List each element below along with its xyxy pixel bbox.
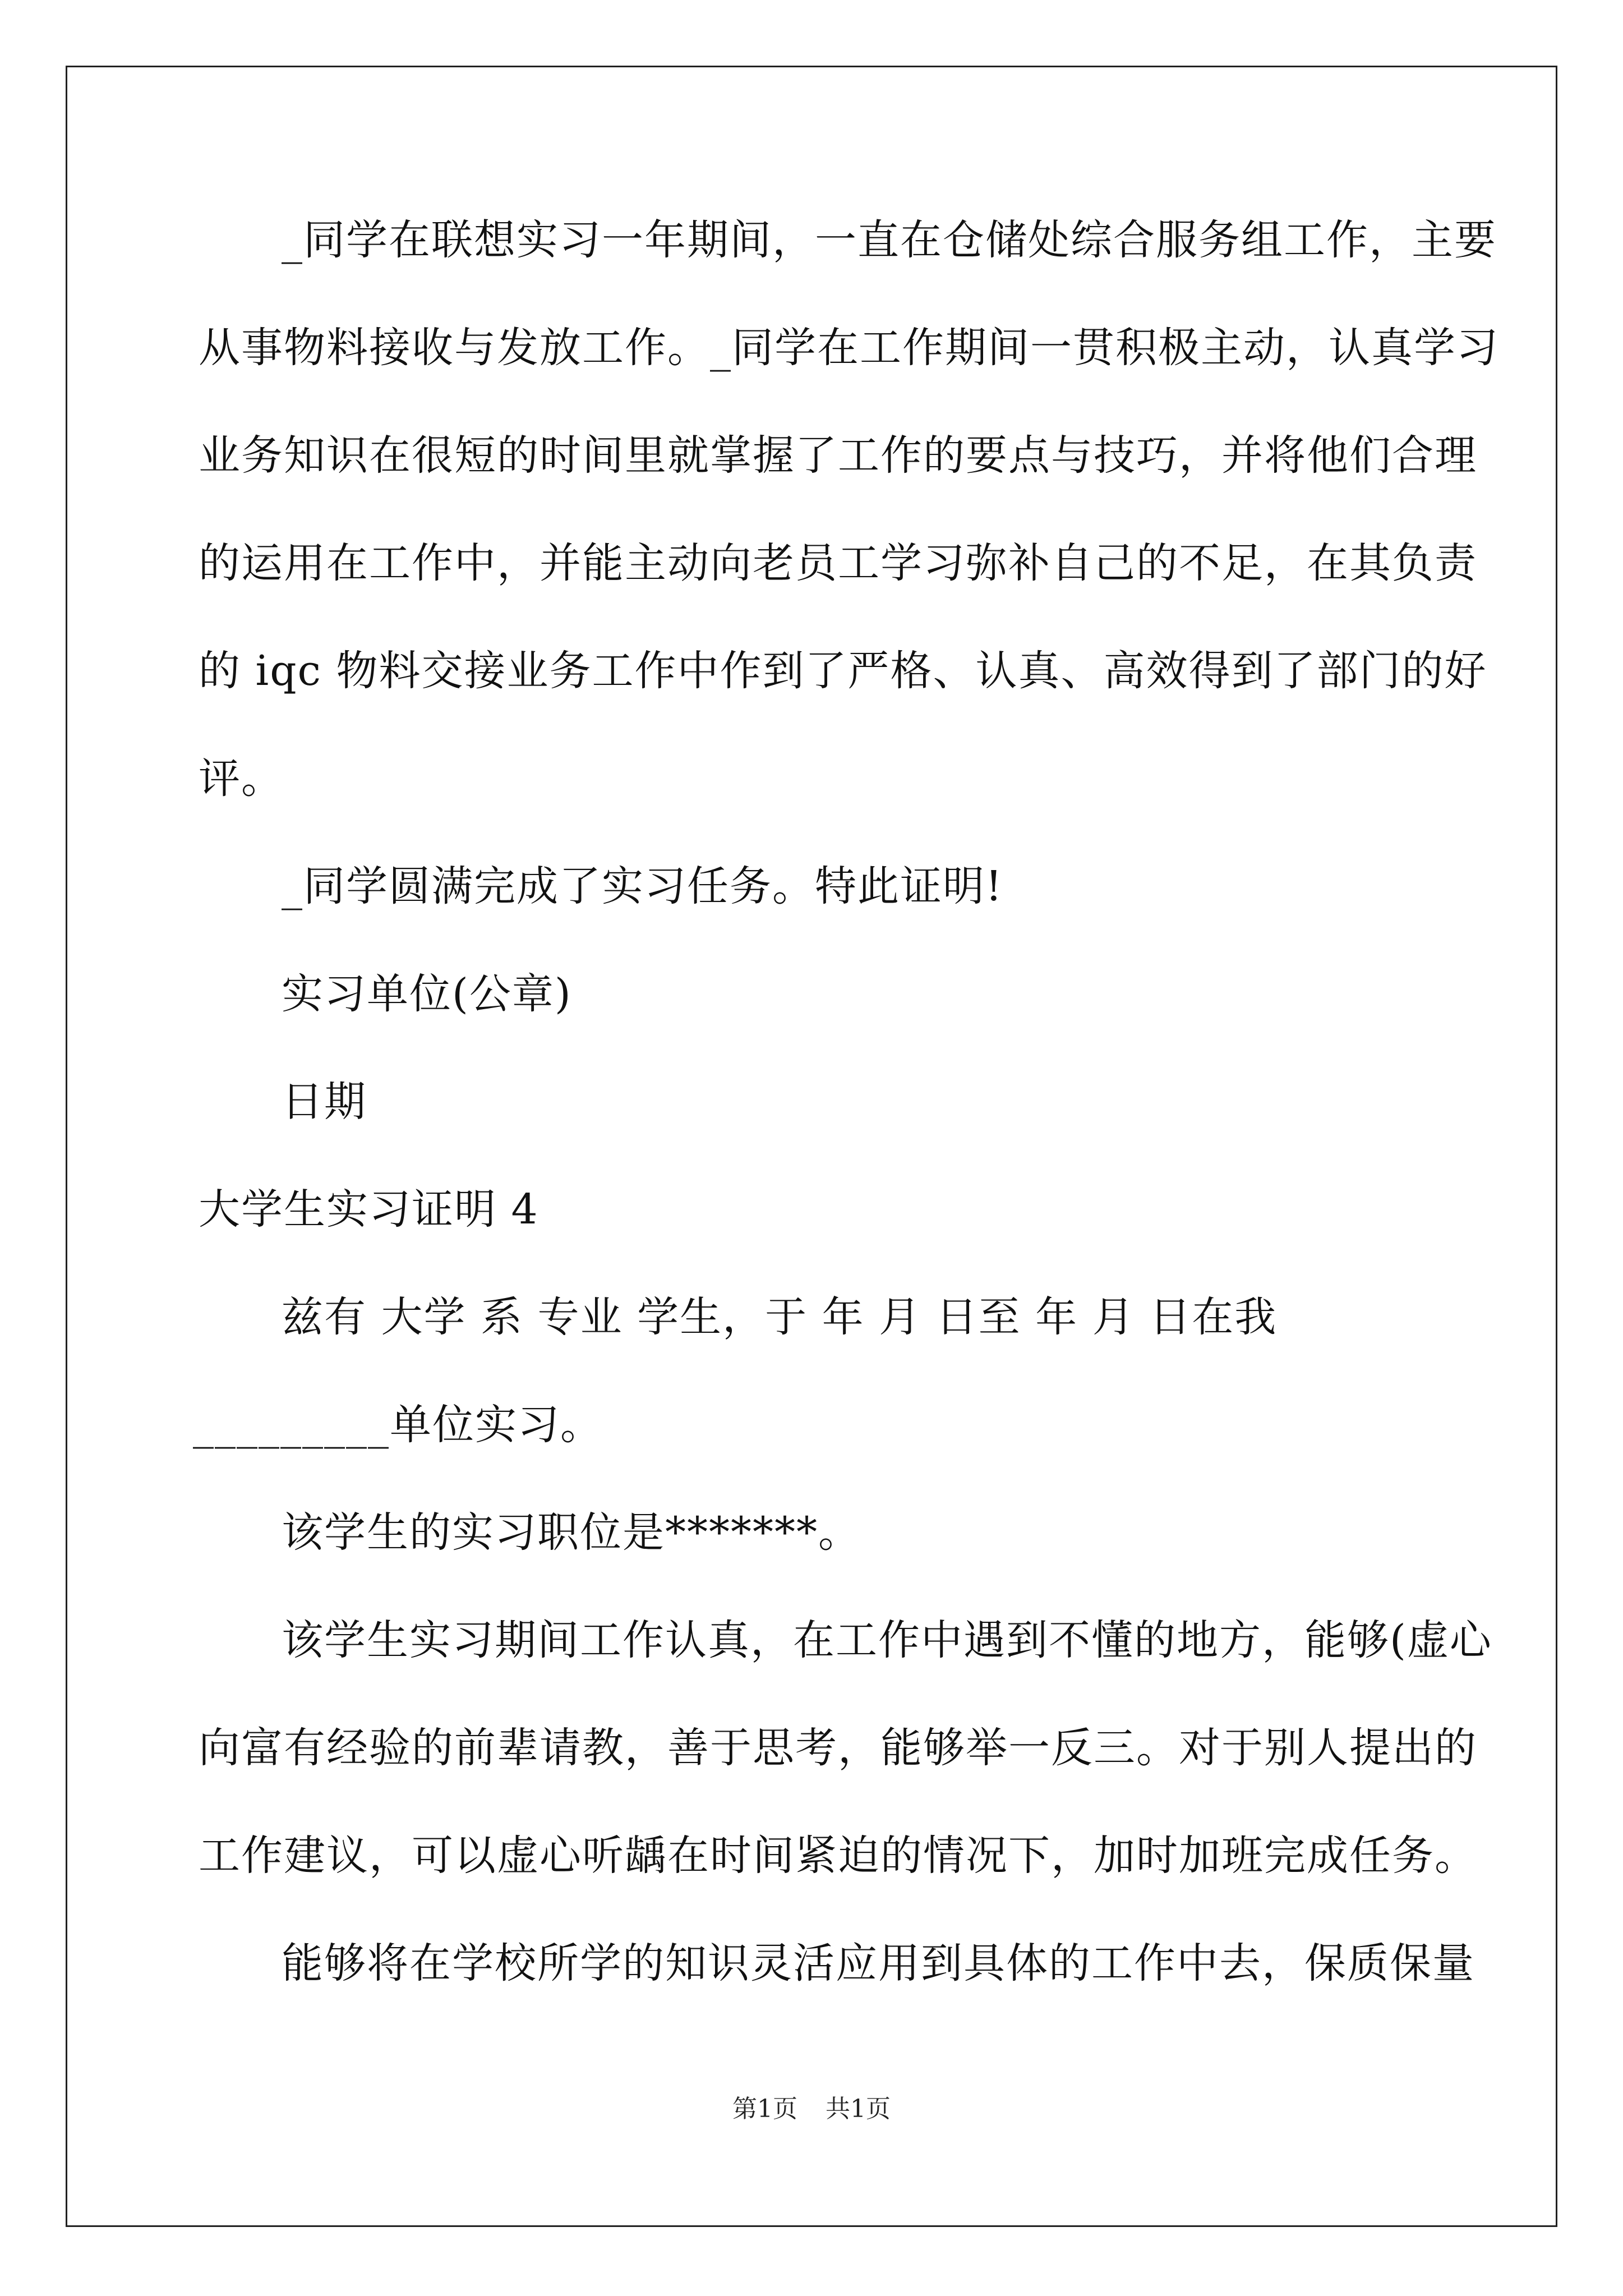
paragraph-line: 工作建议，可以虚心听龋在时间紧迫的情况下，加时加班完成任务。 [199, 1832, 1477, 1880]
paragraph-line: _同学在联想实习一年期间，一直在仓储处综合服务组工作，主要 [282, 216, 1497, 264]
paragraph-line: 兹有 大学 系 专业 学生，于 年 月 日至 年 月 日在我 [282, 1293, 1278, 1341]
paragraph-line: 的运用在工作中，并能主动向老员工学习弥补自己的不足，在其负责 [199, 539, 1477, 587]
paragraph-line: 业务知识在很短的时间里就掌握了工作的要点与技巧，并将他们合理 [199, 431, 1477, 480]
page-number-total: 共1页 [826, 2095, 891, 2123]
page-number-current: 第1页 [732, 2095, 797, 2123]
paragraph-line: _________单位实习。 [193, 1401, 603, 1449]
paragraph-line: 能够将在学校所学的知识灵活应用到具体的工作中去，保质保量 [282, 1939, 1475, 1987]
paragraph-line: 从事物料接收与发放工作。_同学在工作期间一贯积极主动，认真学习 [199, 324, 1499, 372]
document-body [193, 213, 1499, 1990]
paragraph-line: 评。 [199, 754, 284, 803]
section-heading: 大学生实习证明 4 [199, 1185, 539, 1234]
stamp-label: 实习单位(公章) [282, 970, 572, 1018]
certification-statement: _同学圆满完成了实习任务。特此证明! [282, 862, 1003, 910]
paragraph-line: 该学生实习期间工作认真，在工作中遇到不懂的地方，能够(虚心 [282, 1616, 1492, 1664]
paragraph-line: 向富有经验的前辈请教，善于思考，能够举一反三。对于别人提出的 [199, 1724, 1477, 1772]
date-label: 日期 [282, 1078, 367, 1126]
paragraph-line: 该学生的实习职位是*******。 [282, 1508, 861, 1557]
page-footer [0, 2093, 1623, 2125]
paragraph-line: 的 iqc 物料交接业务工作中作到了严格、认真、高效得到了部门的好 [199, 647, 1487, 695]
